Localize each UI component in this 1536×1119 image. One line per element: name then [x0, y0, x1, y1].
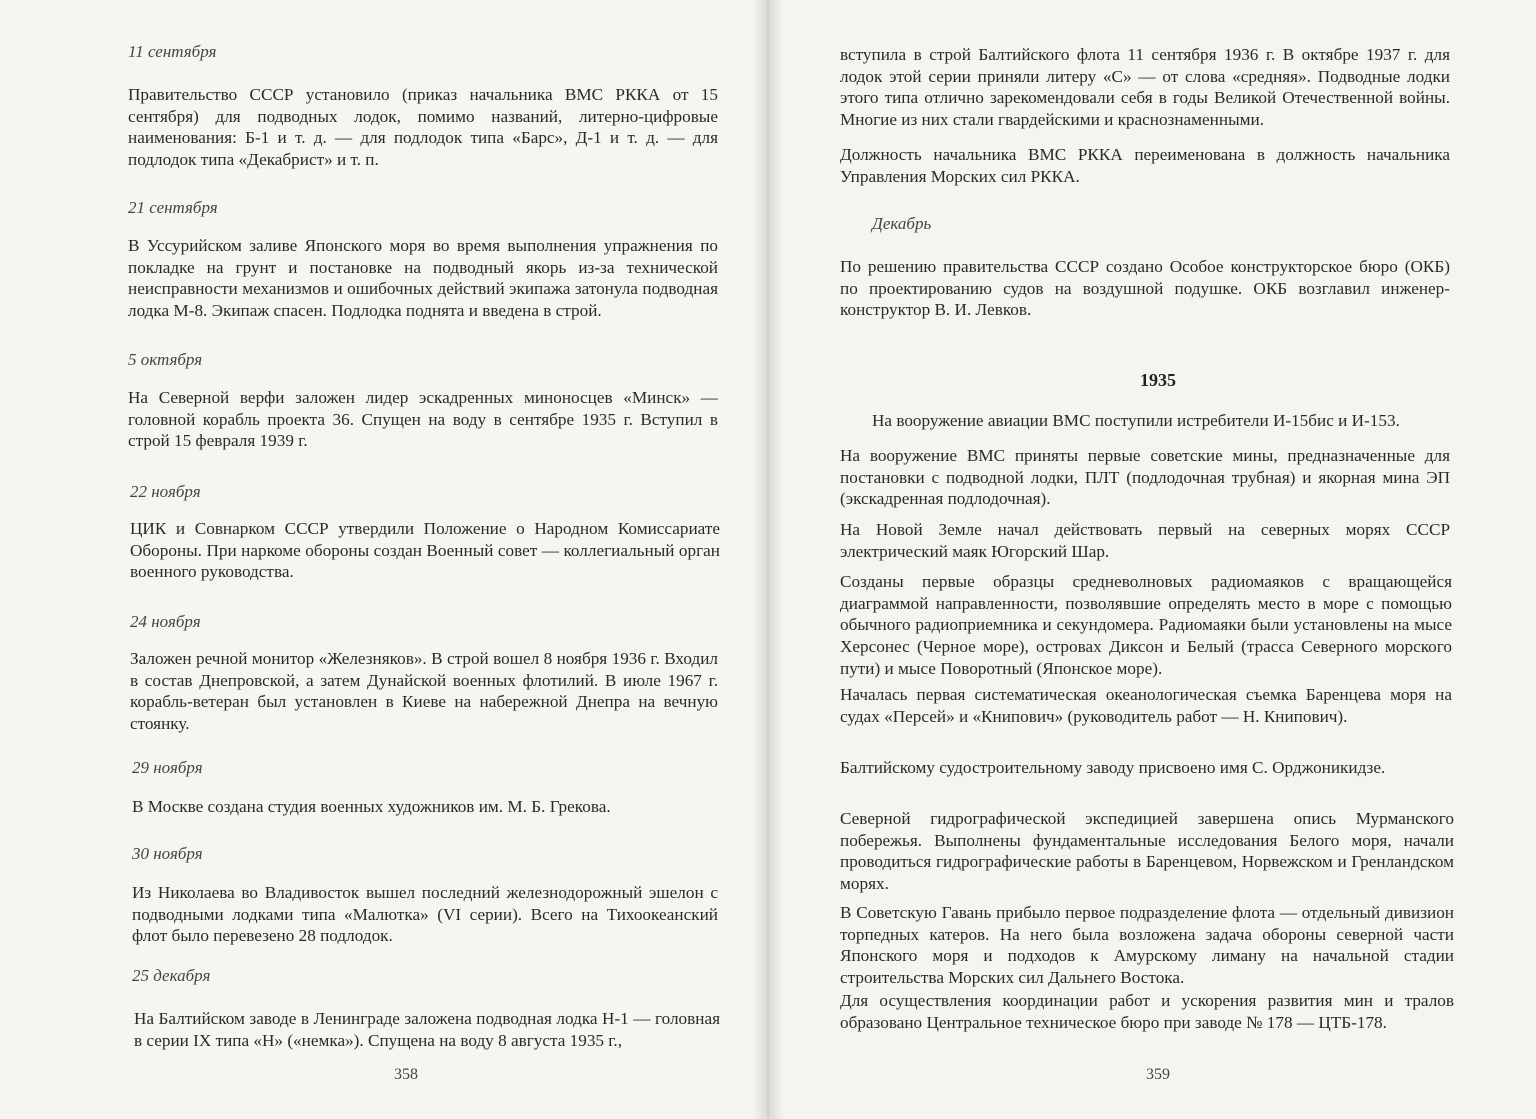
- paragraph: Созданы первые образцы средневолновых радиомаяков с вращающейся диаграммой направленности, позволявшие определять место в море с помощью обычного радиоприемника и секундомера. Радиомаяки были установлены на мысе Херсонес (Черное море), островах Диксон и Белый (трасса Северного морского пути) и мысе Поворотный (Японское море).: [840, 572, 1452, 678]
- entry-text: На Северной верфи заложен лидер эскадренных миноносцев «Минск» — головной корабль проекта 36. Спущен на воду в сентябре 1935 г. Вступил в строй 15 февраля 1939 г.: [128, 388, 718, 451]
- page-number: 358: [394, 1066, 418, 1083]
- entry-text: Из Николаева во Владивосток вышел последний железнодорожный эшелон с подводными лодками типа «Малютка» (VI серии). Всего на Тихоокеанский флот было перевезено 28 подлодок.: [132, 883, 718, 946]
- entry-date: Декабрь: [872, 214, 932, 233]
- entry-date: 21 сентября: [128, 198, 218, 217]
- paragraph: Балтийскому судостроительному заводу присвоено имя С. Орджоникидзе.: [840, 758, 1386, 777]
- paragraph: На вооружение авиации ВМС поступили истребители И-15бис и И-153.: [872, 411, 1400, 430]
- entry-text: В Уссурийском заливе Японского моря во время выполнения упражнения по покладке на грунт и постановке на подводный якорь из-за технической неисправности механизмов и ошибочных действий экипажа затонула подводная лодка М-8. Экипаж спасен. Подлодка поднята и введена в строй.: [128, 236, 718, 321]
- entry-text: В Москве создана студия военных художников им. М. Б. Грекова.: [132, 797, 611, 816]
- continuation-text: вступила в строй Балтийского флота 11 сентября 1936 г. В октябре 1937 г. для лодок этой серии приняли литеру «С» — от слова «средняя». Подводные лодки этого типа отлично зарекомендовали себя в годы Великой Отечественной войны. Многие из них стали гвардейскими и краснознаменными.: [840, 45, 1450, 130]
- entry-date: 30 ноября: [132, 844, 203, 863]
- paragraph: Должность начальника ВМС РККА переименована в должность начальника Управления Морских сил РККА.: [840, 145, 1450, 186]
- right-page: [768, 0, 1536, 1119]
- entry-text: На Балтийском заводе в Ленинграде заложена подводная лодка Н-1 — головная в серии IX типа «Н» («немка»). Спущена на воду 8 августа 1935 г.,: [134, 1009, 720, 1050]
- entry-text: По решению правительства СССР создано Особое конструкторское бюро (ОКБ) по проектированию судов на воздушной подушке. ОКБ возглавил инженер-конструктор В. И. Левков.: [840, 257, 1450, 320]
- paragraph: Северной гидрографической экспедицией завершена опись Мурманского побережья. Выполнены фундаментальные исследования Белого моря, начали проводиться гидрографические работы в Баренцевом, Норвежском и Гренландском морях.: [840, 809, 1454, 894]
- entry-text: Заложен речной монитор «Железняков». В строй вошел 8 ноября 1936 г. Входил в состав Днепровской, а затем Дунайской военных флотилий. В июле 1967 г. корабль-ветеран был установлен в Киеве на набережной Днепра на вечную стоянку.: [130, 649, 718, 734]
- paragraph: Началась первая систематическая океанологическая съемка Баренцева моря на судах «Персей» и «Книпович» (руководитель работ — Н. Книпович).: [840, 685, 1452, 726]
- book-gutter: [752, 0, 784, 1119]
- entry-date: 22 ноября: [130, 482, 201, 501]
- page-number: 359: [1146, 1066, 1170, 1083]
- entry-date: 29 ноября: [132, 758, 203, 777]
- year-heading: 1935: [1140, 370, 1176, 390]
- entry-date: 24 ноября: [130, 612, 201, 631]
- paragraph: На Новой Земле начал действовать первый на северных морях СССР электрический маяк Югорский Шар.: [840, 520, 1450, 561]
- entry-date: 5 октября: [128, 350, 203, 369]
- paragraph: На вооружение ВМС приняты первые советские мины, предназначенные для постановки с подводной лодки, ПЛТ (подлодочная трубная) и якорная мина ЭП (экскадренная подлодочная).: [840, 446, 1450, 509]
- paragraph: Для осуществления координации работ и ускорения развития мин и тралов образовано Центральное техническое бюро при заводе № 178 — ЦТБ-178.: [840, 991, 1454, 1032]
- entry-text: ЦИК и Совнарком СССР утвердили Положение о Народном Комиссариате Обороны. При наркоме обороны создан Военный совет — коллегиальный орган военного руководства.: [130, 519, 720, 582]
- entry-text: Правительство СССР установило (приказ начальника ВМС РККА от 15 сентября) для подводных лодок, помимо названий, литерно-цифровые наименования: Б-1 и т. д. — для подлодок типа «Барс», Д-1 и т. д. — для подлодок типа «Декабрист» и т. п.: [128, 85, 718, 170]
- paragraph: В Советскую Гавань прибыло первое подразделение флота — отдельный дивизион торпедных катеров. На него была возложена задача обороны северной части Японского моря и подходов к Амурскому лиману на начальной стадии строительства Морских сил Дальнего Востока.: [840, 903, 1454, 988]
- entry-date: 25 декабря: [132, 966, 211, 985]
- entry-date: 11 сентября: [128, 42, 217, 61]
